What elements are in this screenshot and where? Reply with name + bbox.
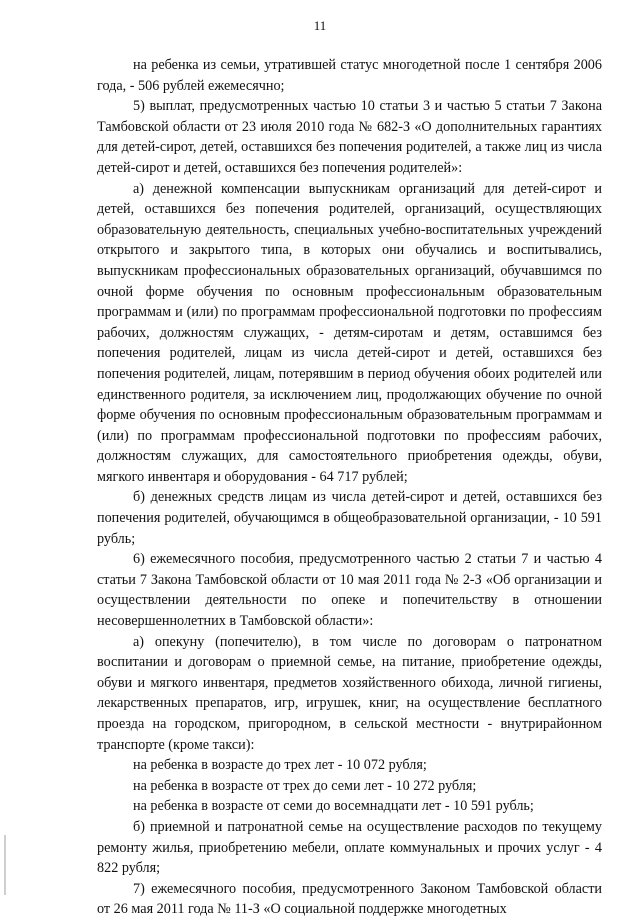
paragraph-item-5: 5) выплат, предусмотренных частью 10 статьи 3 и частью 5 статьи 7 Закона Тамбовской области от 23 июля 2010 года № 682-З «О дополнительных гарантиях для детей-сирот, детей, оставшихся без попечения родителей, а также лиц из числа детей-сирот и детей, оставшихся без попечения родителей»:	[97, 98, 602, 176]
paragraph-age-under-3: на ребенка в возрасте до трех лет - 10 072 рубля;	[133, 757, 427, 774]
paragraph-item-5b: б) денежных средств лицам из числа детей-сирот и детей, оставшихся без попечения родителей, обучающимся в общеобразовательной организации, - 10 591 рубль;	[97, 489, 602, 547]
page-number: 11	[313, 18, 327, 33]
paragraph-item-7: 7) ежемесячного пособия, предусмотренного Законом Тамбовской области от 26 мая 2011 года № 11-З «О социальной поддержке многодетных	[97, 880, 602, 918]
paragraph-item-6a: а) опекуну (попечителю), в том числе по договорам о патронатном воспитании и договорам о приемной семье, на питание, приобретение одежды, обуви и мягкого инвентаря, предметов хозяйственного обихода, личной гигиены, лекарственных препаратов, игр, игрушек, книг, на осуществление бесплатного проезда на городском, пригородном, в сельской местности - внутрирайонном транспорте (кроме такси):	[97, 633, 602, 753]
paragraph-age-3-to-7: на ребенка в возрасте от трех до семи лет - 10 272 рубля;	[133, 777, 477, 794]
paragraph-item-6b: б) приемной и патронатной семье на осуществление расходов по текущему ремонту жилья, приобретению мебели, оплате коммунальных и прочих услуг - 4 822 рубля;	[97, 818, 602, 877]
document-body	[97, 55, 602, 920]
scan-edge-mark	[4, 835, 6, 895]
paragraph-continuation: на ребенка из семьи, утратившей статус многодетной после 1 сентября 2006 года, - 506 рублей ежемесячно;	[97, 57, 602, 94]
paragraph-age-7-to-18: на ребенка в возрасте от семи до восемнадцати лет - 10 591 рубль;	[133, 798, 534, 815]
paragraph-item-6: 6) ежемесячного пособия, предусмотренного частью 2 статьи 7 и частью 4 статьи 7 Закона Тамбовской области от 10 мая 2011 года № 2-З «Об организации и осуществлении деятельности по опеке и попечительству в отношении несовершеннолетних в Тамбовской области»:	[97, 551, 602, 630]
paragraph-item-5a: а) денежной компенсации выпускникам организаций для детей-сирот и детей, оставшихся без попечения родителей, организаций, осуществляющих образовательную деятельность, специальных учебно-воспитательных учреждений открытого и закрытого типа, в которых они обучались и воспитывались, выпускникам профессиональных образовательных организаций, обучавшимся по очной форме обучения по основным профессиональным образовательным программам и (или) по программам профессиональной подготовки по профессиям рабочих, должностям служащих, - детям-сиротам и детям, оставшимся без попечения родителей, лицам из числа детей-сирот и детей, оставшихся без попечения родителей, лицам, потерявшим в период обучения обоих родителей или единственного родителя, за исключением лиц, продолжающих обучение по очной форме обучения по основным профессиональным образовательным программам и (или) по программам профессиональной подготовки по профессиям рабочих, должностям служащих, для самостоятельного приобретения одежды, обуви, мягкого инвентаря и оборудования - 64 717 рублей;	[97, 180, 602, 485]
